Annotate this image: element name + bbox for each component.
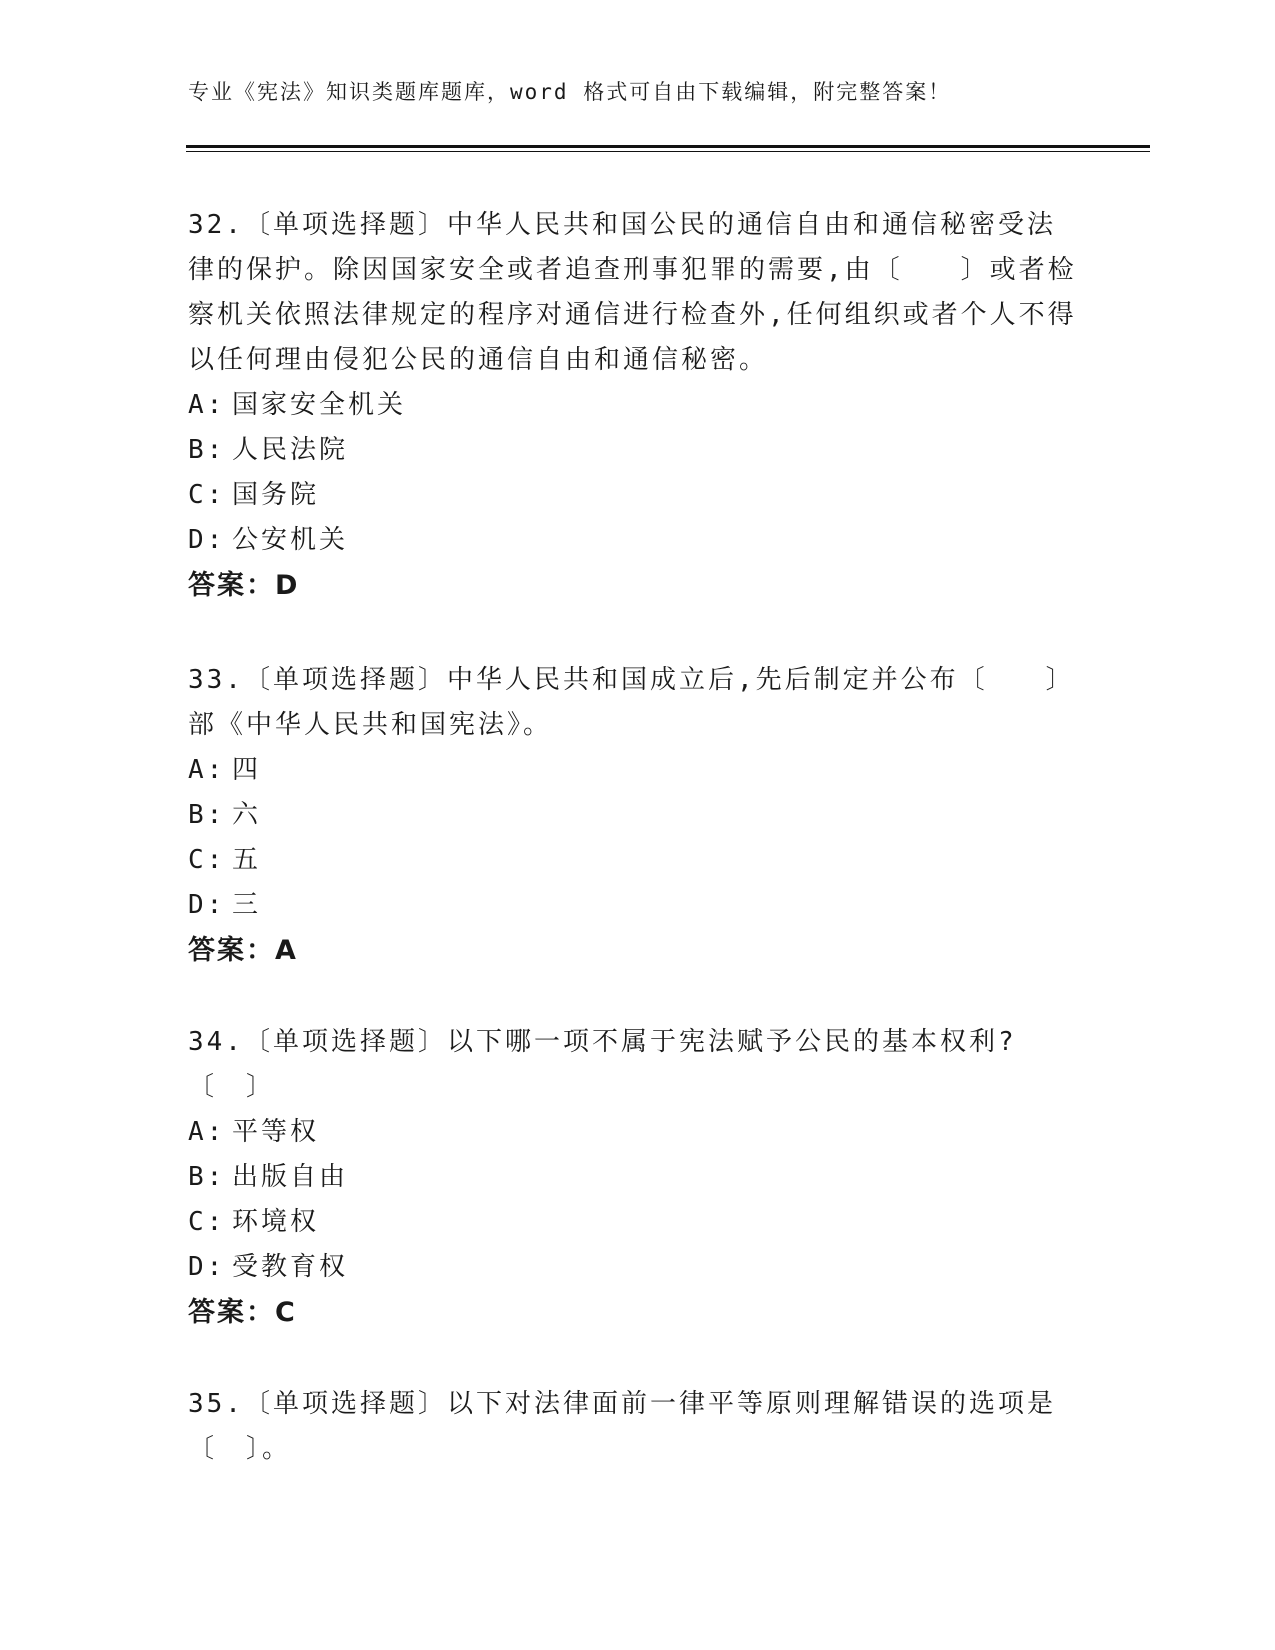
- option-text: 国务院: [232, 480, 320, 510]
- option-a: [188, 1110, 1078, 1155]
- option-key: C:: [188, 845, 226, 875]
- option-text: 出版自由: [232, 1162, 349, 1192]
- option-a: [188, 748, 1078, 793]
- option-c: [188, 473, 1078, 518]
- answer-line: 答案：C: [188, 1297, 297, 1328]
- option-text: 五: [232, 845, 262, 875]
- question-text: 33.〔单项选择题〕中华人民共和国成立后,先后制定并公布〔 〕部《中华人民共和国宪法》。: [188, 665, 1075, 740]
- header-rule-thin: [186, 151, 1150, 152]
- option-key: B:: [188, 435, 226, 465]
- question-33: [188, 658, 1078, 973]
- option-text: 受教育权: [232, 1252, 349, 1282]
- option-key: A:: [188, 755, 226, 785]
- question-text: 34.〔单项选择题〕以下哪一项不属于宪法赋予公民的基本权利?〔 〕: [188, 1027, 1017, 1102]
- option-key: D:: [188, 890, 226, 920]
- option-text: 四: [232, 755, 262, 785]
- question-text: 35.〔单项选择题〕以下对法律面前一律平等原则理解错误的选项是〔 〕。: [188, 1389, 1056, 1464]
- option-text: 环境权: [232, 1207, 320, 1237]
- option-key: A:: [188, 1117, 226, 1147]
- option-text: 平等权: [232, 1117, 320, 1147]
- option-text: 六: [232, 800, 262, 830]
- option-text: 国家安全机关: [232, 390, 407, 420]
- page-header: 专业《宪法》知识类题库题库，word 格式可自由下载编辑，附完整答案！: [188, 80, 952, 104]
- header-rule-thick: [186, 145, 1150, 148]
- option-d: [188, 1245, 1078, 1290]
- option-text: 三: [232, 890, 262, 920]
- option-d: [188, 883, 1078, 928]
- option-d: [188, 518, 1078, 563]
- option-key: D:: [188, 525, 226, 555]
- question-34: [188, 1020, 1078, 1335]
- option-b: [188, 428, 1078, 473]
- option-key: A:: [188, 390, 226, 420]
- option-key: B:: [188, 1162, 226, 1192]
- question-text: 32.〔单项选择题〕中华人民共和国公民的通信自由和通信秘密受法律的保护。除因国家安全或者追查刑事犯罪的需要,由〔 〕或者检察机关依照法律规定的程序对通信进行检查外,任何组织或者个人不得以任何理由侵犯公民的通信自由和通信秘密。: [188, 210, 1077, 375]
- option-c: [188, 838, 1078, 883]
- question-32: [188, 203, 1078, 608]
- option-key: C:: [188, 480, 226, 510]
- answer-line: 答案：A: [188, 935, 298, 966]
- option-key: C:: [188, 1207, 226, 1237]
- option-b: [188, 793, 1078, 838]
- option-key: D:: [188, 1252, 226, 1282]
- option-key: B:: [188, 800, 226, 830]
- question-35: [188, 1382, 1078, 1472]
- option-b: [188, 1155, 1078, 1200]
- answer-line: 答案：D: [188, 570, 300, 601]
- option-text: 人民法院: [232, 435, 349, 465]
- option-a: [188, 383, 1078, 428]
- option-c: [188, 1200, 1078, 1245]
- option-text: 公安机关: [232, 525, 349, 555]
